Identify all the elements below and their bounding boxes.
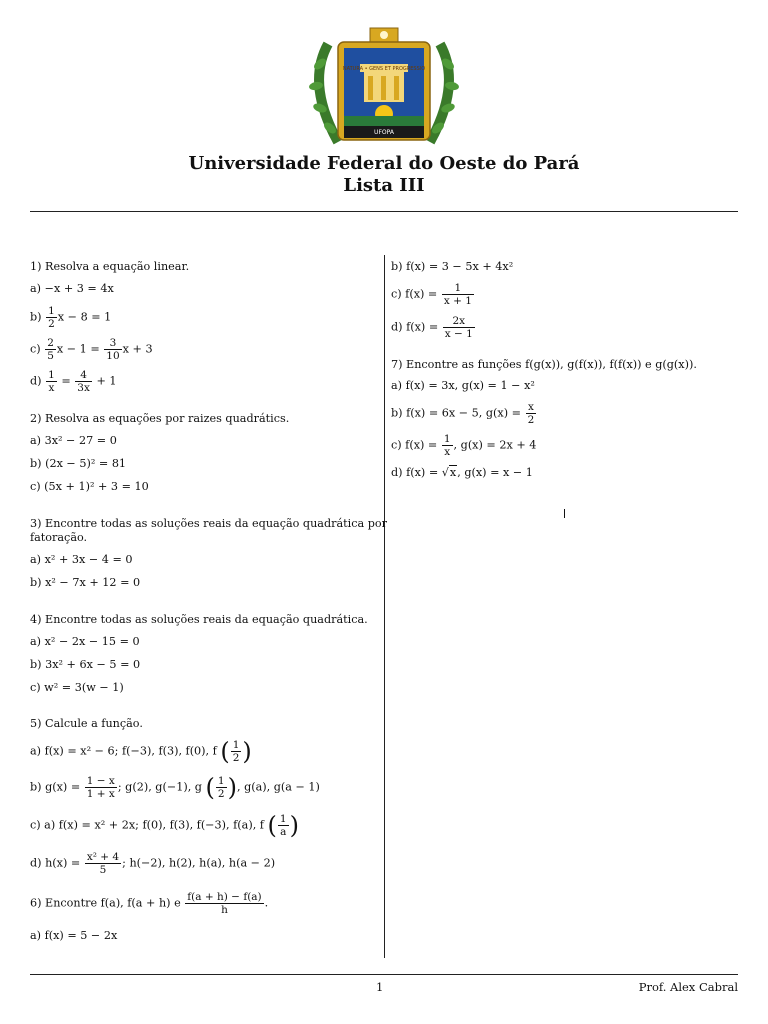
fraction: $\frac{1}{2}$ xyxy=(48,305,55,330)
square-root: x xyxy=(449,466,457,479)
question-3-prompt-line2: fatoração. xyxy=(30,531,88,544)
q3-item-b: b) x² − 7x + 12 = 0 xyxy=(30,576,141,589)
page-number: 1 xyxy=(376,980,384,994)
q5-item-d: d) h(x) = $\frac{\text{x² + 4}}{5}$ ; h(−2), h(2), h(a), h(a − 2) xyxy=(30,851,276,876)
fraction: $\frac{1}{x}$ xyxy=(48,369,55,394)
author-name: Prof. Alex Cabral xyxy=(638,980,738,994)
q2-item-b: b) (2x − 5)² = 81 xyxy=(30,457,127,470)
fraction: $\frac{3}{10}$ xyxy=(106,337,120,362)
question-7-prompt: 7) Encontre as funções f(g(x)), g(f(x)), f(f(x)) e g(g(x)). xyxy=(391,358,697,371)
question-1-prompt: 1) Resolva a equação linear. xyxy=(30,260,190,273)
fraction: $\frac{2x}{x - 1}$ xyxy=(444,315,473,340)
q6-item-d: d) f(x) = $\frac{2x}{x - 1}$ xyxy=(391,315,473,340)
question-3-prompt-line1: 3) Encontre todas as soluções reais da equação quadrática por xyxy=(30,517,387,530)
question-5-prompt: 5) Calcule a função. xyxy=(30,717,143,730)
q1-item-c: c) $\frac{2}{5}$ x − 1 = $\frac{3}{10}$ x + 3 xyxy=(30,337,153,362)
university-title: Universidade Federal do Oeste do Pará xyxy=(188,153,580,174)
q6-item-c: c) f(x) = $\frac{1}{x + 1}$ xyxy=(391,282,472,307)
q2-item-a: a) 3x² − 27 = 0 xyxy=(30,434,117,447)
q7-item-d: d) f(x) = √x, g(x) = x − 1 xyxy=(391,466,533,479)
fraction: $\frac{1}{x}$ xyxy=(443,433,451,458)
question-4-prompt: 4) Encontre todas as soluções reais da equação quadrática. xyxy=(30,613,368,626)
q1-item-d: d) $\frac{1}{x}$ = $\frac{4}{3x}$ + 1 xyxy=(30,369,117,394)
fraction: $\frac{1}{x + 1}$ xyxy=(443,282,472,307)
q3-item-a: a) x² + 3x − 4 = 0 xyxy=(30,553,133,566)
fraction: $\frac{4}{3x}$ xyxy=(77,369,90,394)
fraction: $\frac{x}{2}$ xyxy=(527,401,535,426)
fraction: $\frac{1}{2}$ xyxy=(232,739,240,764)
crest-name: UFOPA xyxy=(374,129,394,136)
q4-item-c: c) w² = 3(w − 1) xyxy=(30,681,124,694)
q7-item-a: a) f(x) = 3x, g(x) = 1 − x² xyxy=(391,379,535,392)
q6-item-a: a) f(x) = 5 − 2x xyxy=(30,929,118,942)
fraction: $\frac{2}{5}$ xyxy=(47,337,54,362)
fraction: $\frac{1}{a}$ xyxy=(279,813,287,838)
q5-item-c: c) a) f(x) = x² + 2x; f(0), f(3), f(−3), f(a), f ( $\frac{1}{a}$ ) xyxy=(30,811,299,840)
question-6-prompt: 6) Encontre f(a), f(a + h) e $\frac{f(a + h) - f(a)}{h}$ . xyxy=(30,891,269,916)
q6-item-b: b) f(x) = 3 − 5x + 4x² xyxy=(391,260,514,273)
fraction: $\frac{1 - x}{1 + x}$ xyxy=(86,775,115,800)
text-cursor-icon xyxy=(564,509,565,518)
q4-item-a: a) x² − 2x − 15 = 0 xyxy=(30,635,140,648)
question-2-prompt: 2) Resolva as equações por raizes quadrátics. xyxy=(30,412,290,425)
q1-item-a: a) −x + 3 = 4x xyxy=(30,282,114,295)
fraction: $\frac{f(a + h) - f(a)}{h}$ xyxy=(187,891,262,916)
list-title: Lista III xyxy=(343,175,425,196)
footer-divider xyxy=(30,974,738,975)
university-crest-logo xyxy=(298,24,470,150)
q7-item-b: b) f(x) = 6x − 5, g(x) = $\frac{x}{2}$ xyxy=(391,401,535,426)
q2-item-c: c) (5x + 1)² + 3 = 10 xyxy=(30,480,149,493)
q4-item-b: b) 3x² + 6x − 5 = 0 xyxy=(30,658,141,671)
crest-motto: NATURA • GENS ET PROGRESSIO xyxy=(342,66,426,72)
q7-item-c: c) f(x) = $\frac{1}{x}$ , g(x) = 2x + 4 xyxy=(391,433,537,458)
header-divider xyxy=(30,211,738,212)
q5-item-a: a) f(x) = x² − 6; f(−3), f(3), f(0), f ( $\frac{1}{2}$ ) xyxy=(30,737,252,766)
fraction: $\frac{1}{2}$ xyxy=(217,775,225,800)
column-divider xyxy=(384,255,385,958)
fraction: $\frac{\text{x² + 4}}{5}$ xyxy=(86,851,120,876)
q1-item-b: b) $\frac{1}{2}$ x − 8 = 1 xyxy=(30,305,112,330)
q5-item-b: b) g(x) = $\frac{1 - x}{1 + x}$ ; g(2), g(−1), g ( $\frac{1}{2}$ ), g(a), g(a − 1) xyxy=(30,773,320,802)
